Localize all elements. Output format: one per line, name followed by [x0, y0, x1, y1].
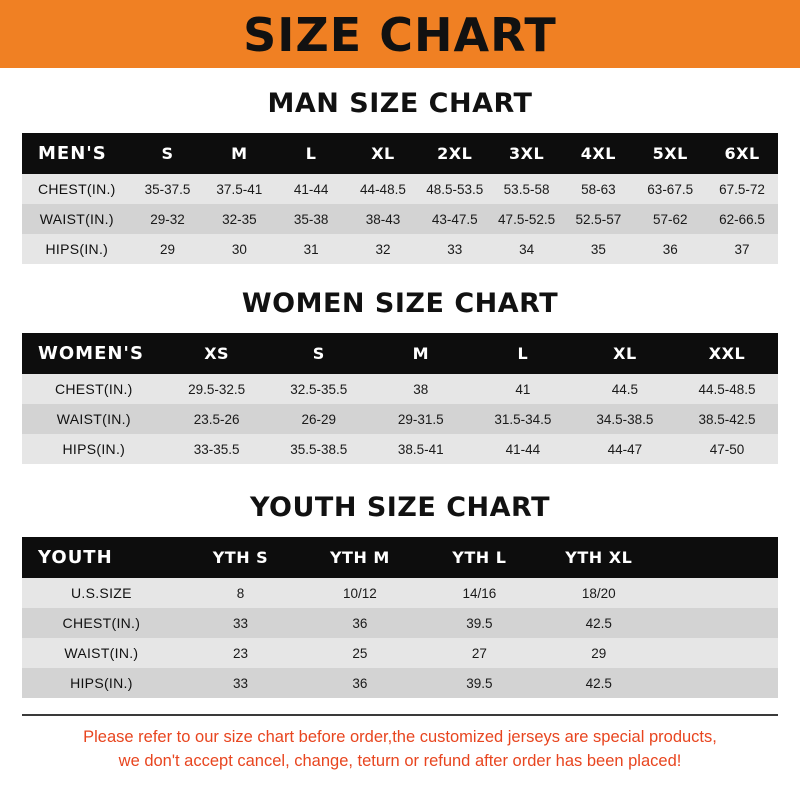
table-cell: 30	[231, 241, 247, 257]
table-cell: 29	[160, 241, 176, 257]
table-cell-spacer	[659, 578, 779, 608]
row-label: CHEST(IN.)	[37, 181, 116, 197]
table-cell: 36	[352, 675, 368, 691]
note-line-1: Please refer to our size chart before order,the customized jerseys are special products,	[83, 728, 717, 746]
table-cell: 34	[519, 241, 535, 257]
table-cell: 62-66.5	[719, 211, 765, 227]
table-cell: 33	[232, 615, 248, 631]
table-row	[22, 204, 778, 234]
table-cell: 44-48.5	[360, 181, 406, 197]
table-row	[22, 668, 778, 698]
section-heading-youth: YOUTH SIZE CHART	[249, 492, 551, 523]
table-cell: 38.5-42.5	[698, 411, 756, 427]
column-header: XL	[613, 344, 637, 363]
row-label: CHEST(IN.)	[54, 381, 133, 397]
table-cell: 29-32	[150, 211, 185, 227]
column-header: XS	[204, 344, 230, 363]
header-band	[0, 0, 800, 68]
table-cell: 32.5-35.5	[290, 381, 348, 397]
table-cell: 35-37.5	[144, 181, 191, 197]
table-cell: 26-29	[301, 411, 336, 427]
table-man-size-chart	[22, 133, 778, 264]
table-cell: 8	[236, 585, 245, 601]
table-header-row	[22, 333, 778, 374]
table-youth-size-chart	[22, 537, 778, 698]
note-line-2: we don't accept cancel, change, teturn or refund after order has been placed!	[118, 751, 682, 770]
table-cell: 35-38	[293, 211, 329, 227]
section-heading-women: WOMEN SIZE CHART	[241, 288, 559, 319]
section-heading-man: MAN SIZE CHART	[267, 88, 533, 119]
column-header: WOMEN'S	[38, 343, 144, 364]
table-cell: 52.5-57	[575, 211, 622, 227]
row-label: U.S.SIZE	[71, 585, 132, 601]
table-cell: 35.5-38.5	[290, 441, 348, 457]
table-cell: 53.5-58	[503, 181, 550, 197]
table-row	[22, 404, 778, 434]
row-label: WAIST(IN.)	[39, 211, 114, 227]
table-cell: 36	[352, 615, 368, 631]
table-cell: 44.5-48.5	[698, 381, 756, 397]
table-cell: 23	[232, 645, 248, 661]
table-cell: 37	[734, 241, 750, 257]
table-cell: 29-31.5	[397, 411, 444, 427]
table-cell-spacer	[659, 668, 779, 698]
column-header-spacer	[659, 537, 779, 578]
table-cell: 23.5-26	[193, 411, 240, 427]
table-cell: 38	[413, 381, 429, 397]
table-cell-spacer	[659, 608, 779, 638]
table-cell: 35	[590, 241, 606, 257]
table-cell: 10/12	[343, 585, 377, 601]
table-cell: 41-44	[293, 181, 329, 197]
column-header: XL	[371, 144, 395, 163]
table-row	[22, 434, 778, 464]
column-header: YTH XL	[565, 548, 633, 567]
table-cell: 27	[471, 645, 487, 661]
table-cell: 29	[591, 645, 607, 661]
table-cell: 48.5-53.5	[426, 181, 484, 197]
table-cell: 39.5	[466, 675, 493, 691]
order-policy-note	[22, 714, 778, 774]
table-row	[22, 234, 778, 264]
table-row	[22, 638, 778, 668]
table-cell: 67.5-72	[719, 181, 765, 197]
column-header: L	[305, 144, 317, 163]
column-header: S	[312, 344, 325, 363]
column-header: 5XL	[652, 144, 688, 163]
table-cell: 33	[447, 241, 463, 257]
table-women-size-chart	[22, 333, 778, 464]
column-header: M	[231, 144, 248, 163]
column-header: YTH M	[329, 548, 390, 567]
table-cell: 42.5	[585, 615, 612, 631]
table-cell: 43-47.5	[431, 211, 478, 227]
table-cell: 33	[232, 675, 248, 691]
table-cell: 25	[352, 645, 368, 661]
table-cell: 31	[303, 241, 319, 257]
table-cell: 57-62	[652, 211, 688, 227]
column-header: YTH S	[212, 548, 269, 567]
table-cell: 32-35	[222, 211, 257, 227]
table-cell: 37.5-41	[216, 181, 263, 197]
table-cell: 31.5-34.5	[494, 411, 552, 427]
column-header: L	[517, 344, 529, 363]
table-row	[22, 174, 778, 204]
table-cell: 38.5-41	[397, 441, 444, 457]
column-header: M	[412, 344, 429, 363]
row-label: HIPS(IN.)	[70, 675, 133, 691]
table-cell: 29.5-32.5	[188, 381, 246, 397]
table-cell: 32	[375, 241, 391, 257]
table-cell: 38-43	[365, 211, 401, 227]
column-header: S	[161, 144, 174, 163]
table-cell: 39.5	[466, 615, 493, 631]
table-cell: 44-47	[607, 441, 643, 457]
table-row	[22, 578, 778, 608]
table-cell-spacer	[659, 638, 779, 668]
column-header: 6XL	[724, 144, 760, 163]
table-cell: 33-35.5	[193, 441, 240, 457]
column-header: 2XL	[437, 144, 473, 163]
table-row	[22, 374, 778, 404]
table-cell: 47.5-52.5	[498, 211, 556, 227]
column-header: 4XL	[580, 144, 616, 163]
table-cell: 44.5	[611, 381, 639, 397]
row-label: HIPS(IN.)	[62, 441, 126, 457]
table-cell: 34.5-38.5	[596, 411, 654, 427]
page-title: SIZE CHART	[243, 8, 557, 62]
table-cell: 36	[662, 241, 678, 257]
column-header: YTH L	[452, 548, 507, 567]
table-header-row	[22, 537, 778, 578]
table-cell: 41-44	[505, 441, 541, 457]
table-cell: 18/20	[581, 585, 616, 601]
column-header: YOUTH	[38, 547, 113, 568]
chart-content	[0, 88, 800, 774]
table-cell: 41	[515, 381, 531, 397]
table-header-row	[22, 133, 778, 174]
column-header: XXL	[708, 344, 746, 363]
table-cell: 42.5	[585, 675, 612, 691]
table-cell: 58-63	[581, 181, 616, 197]
table-cell: 63-67.5	[647, 181, 694, 197]
column-header: 3XL	[508, 144, 545, 163]
column-header: MEN'S	[38, 143, 107, 164]
row-label: WAIST(IN.)	[64, 645, 139, 661]
table-cell: 47-50	[709, 441, 745, 457]
table-row	[22, 608, 778, 638]
row-label: CHEST(IN.)	[62, 615, 141, 631]
row-label: HIPS(IN.)	[45, 241, 109, 257]
table-cell: 14/16	[462, 585, 497, 601]
row-label: WAIST(IN.)	[56, 411, 131, 427]
